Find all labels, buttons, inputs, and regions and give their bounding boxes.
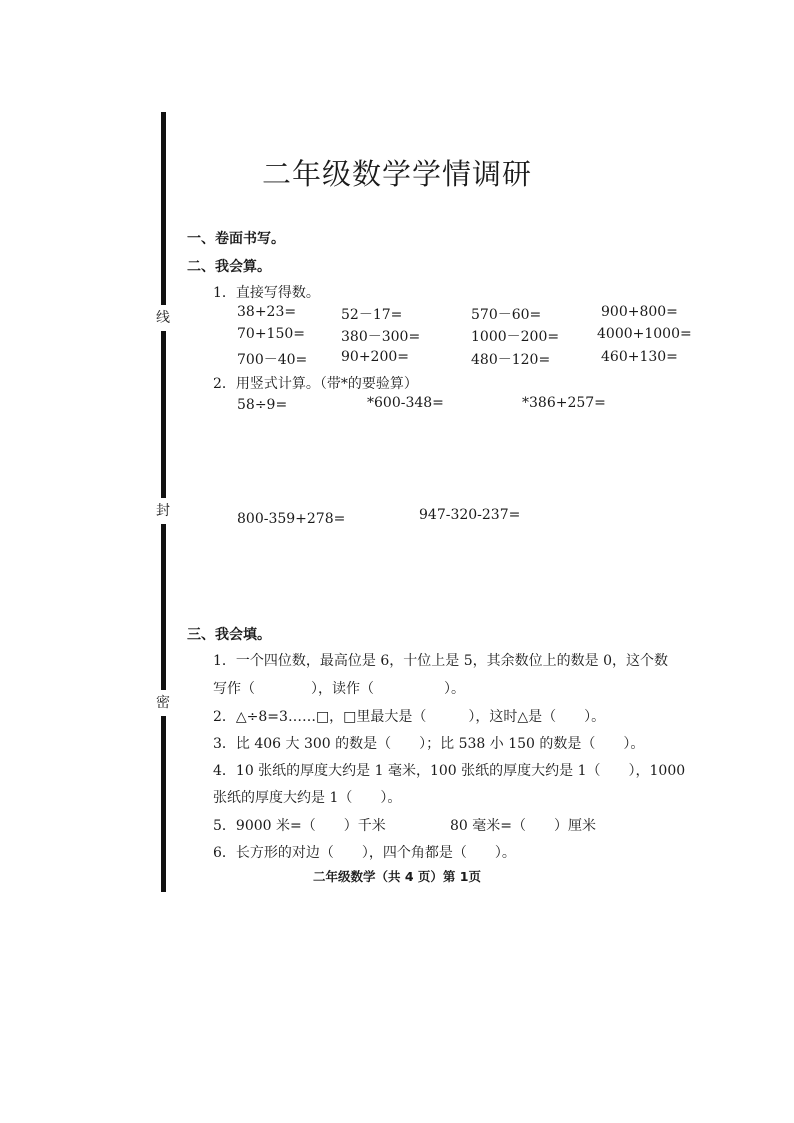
section-1-heading: 一、卷面书写。 <box>187 231 285 247</box>
binding-char-mi: 密 <box>150 690 176 716</box>
binding-char-xian: 线 <box>150 305 176 331</box>
calc-item: 52－17= <box>341 307 403 323</box>
calc-item: 460+130= <box>601 349 678 365</box>
page-footer: 二年级数学（共 4 页）第 1页 <box>313 869 481 884</box>
vertical-calc-item: 800-359+278= <box>237 511 346 527</box>
calc-item: 70+150= <box>237 326 305 342</box>
section-3-heading: 三、我会填。 <box>187 627 271 643</box>
calc-item: 90+200= <box>341 349 409 365</box>
fill-line: 2．△÷8=3……□，□里最大是（ ），这时△是（ ）。 <box>213 709 606 725</box>
calc-item: 570－60= <box>471 307 542 323</box>
section-2-heading: 二、我会算。 <box>187 259 271 275</box>
calc-item: 4000+1000= <box>597 326 692 342</box>
calc-item: 700－40= <box>237 352 308 368</box>
q2-label: 2．用竖式计算。（带*的要验算） <box>213 376 418 392</box>
fill-line: 4．10 张纸的厚度大约是 1 毫米，100 张纸的厚度大约是 1（ ），1000 <box>213 763 686 779</box>
calc-item: 1000－200= <box>471 329 560 345</box>
q1-label: 1．直接写得数。 <box>213 285 320 301</box>
fill-line: 3．比 406 大 300 的数是（ ）；比 538 小 150 的数是（ ）。 <box>213 736 645 752</box>
calc-item: 380－300= <box>341 329 421 345</box>
calc-item: 480－120= <box>471 352 551 368</box>
fill-line: 1．一个四位数，最高位是 6，十位上是 5，其余数位上的数是 0，这个数 <box>213 653 668 669</box>
calc-item: 38+23= <box>237 304 297 320</box>
binding-char-feng: 封 <box>150 498 176 524</box>
calc-item: 900+800= <box>601 304 678 320</box>
vertical-calc-item: *386+257= <box>522 395 606 411</box>
fill-line: 写作（ ），读作（ ）。 <box>213 681 465 697</box>
fill-line: 80 毫米=（ ）厘米 <box>450 818 596 834</box>
fill-line: 6．长方形的对边（ ），四个角都是（ ）。 <box>213 845 516 861</box>
fill-line: 张纸的厚度大约是 1（ ）。 <box>213 790 402 806</box>
vertical-calc-item: 58÷9= <box>237 397 288 413</box>
page-title: 二年级数学学情调研 <box>261 157 532 191</box>
fill-line: 5．9000 米=（ ）千米 <box>213 818 386 834</box>
vertical-calc-item: 947-320-237= <box>419 507 521 523</box>
vertical-calc-item: *600-348= <box>367 395 444 411</box>
